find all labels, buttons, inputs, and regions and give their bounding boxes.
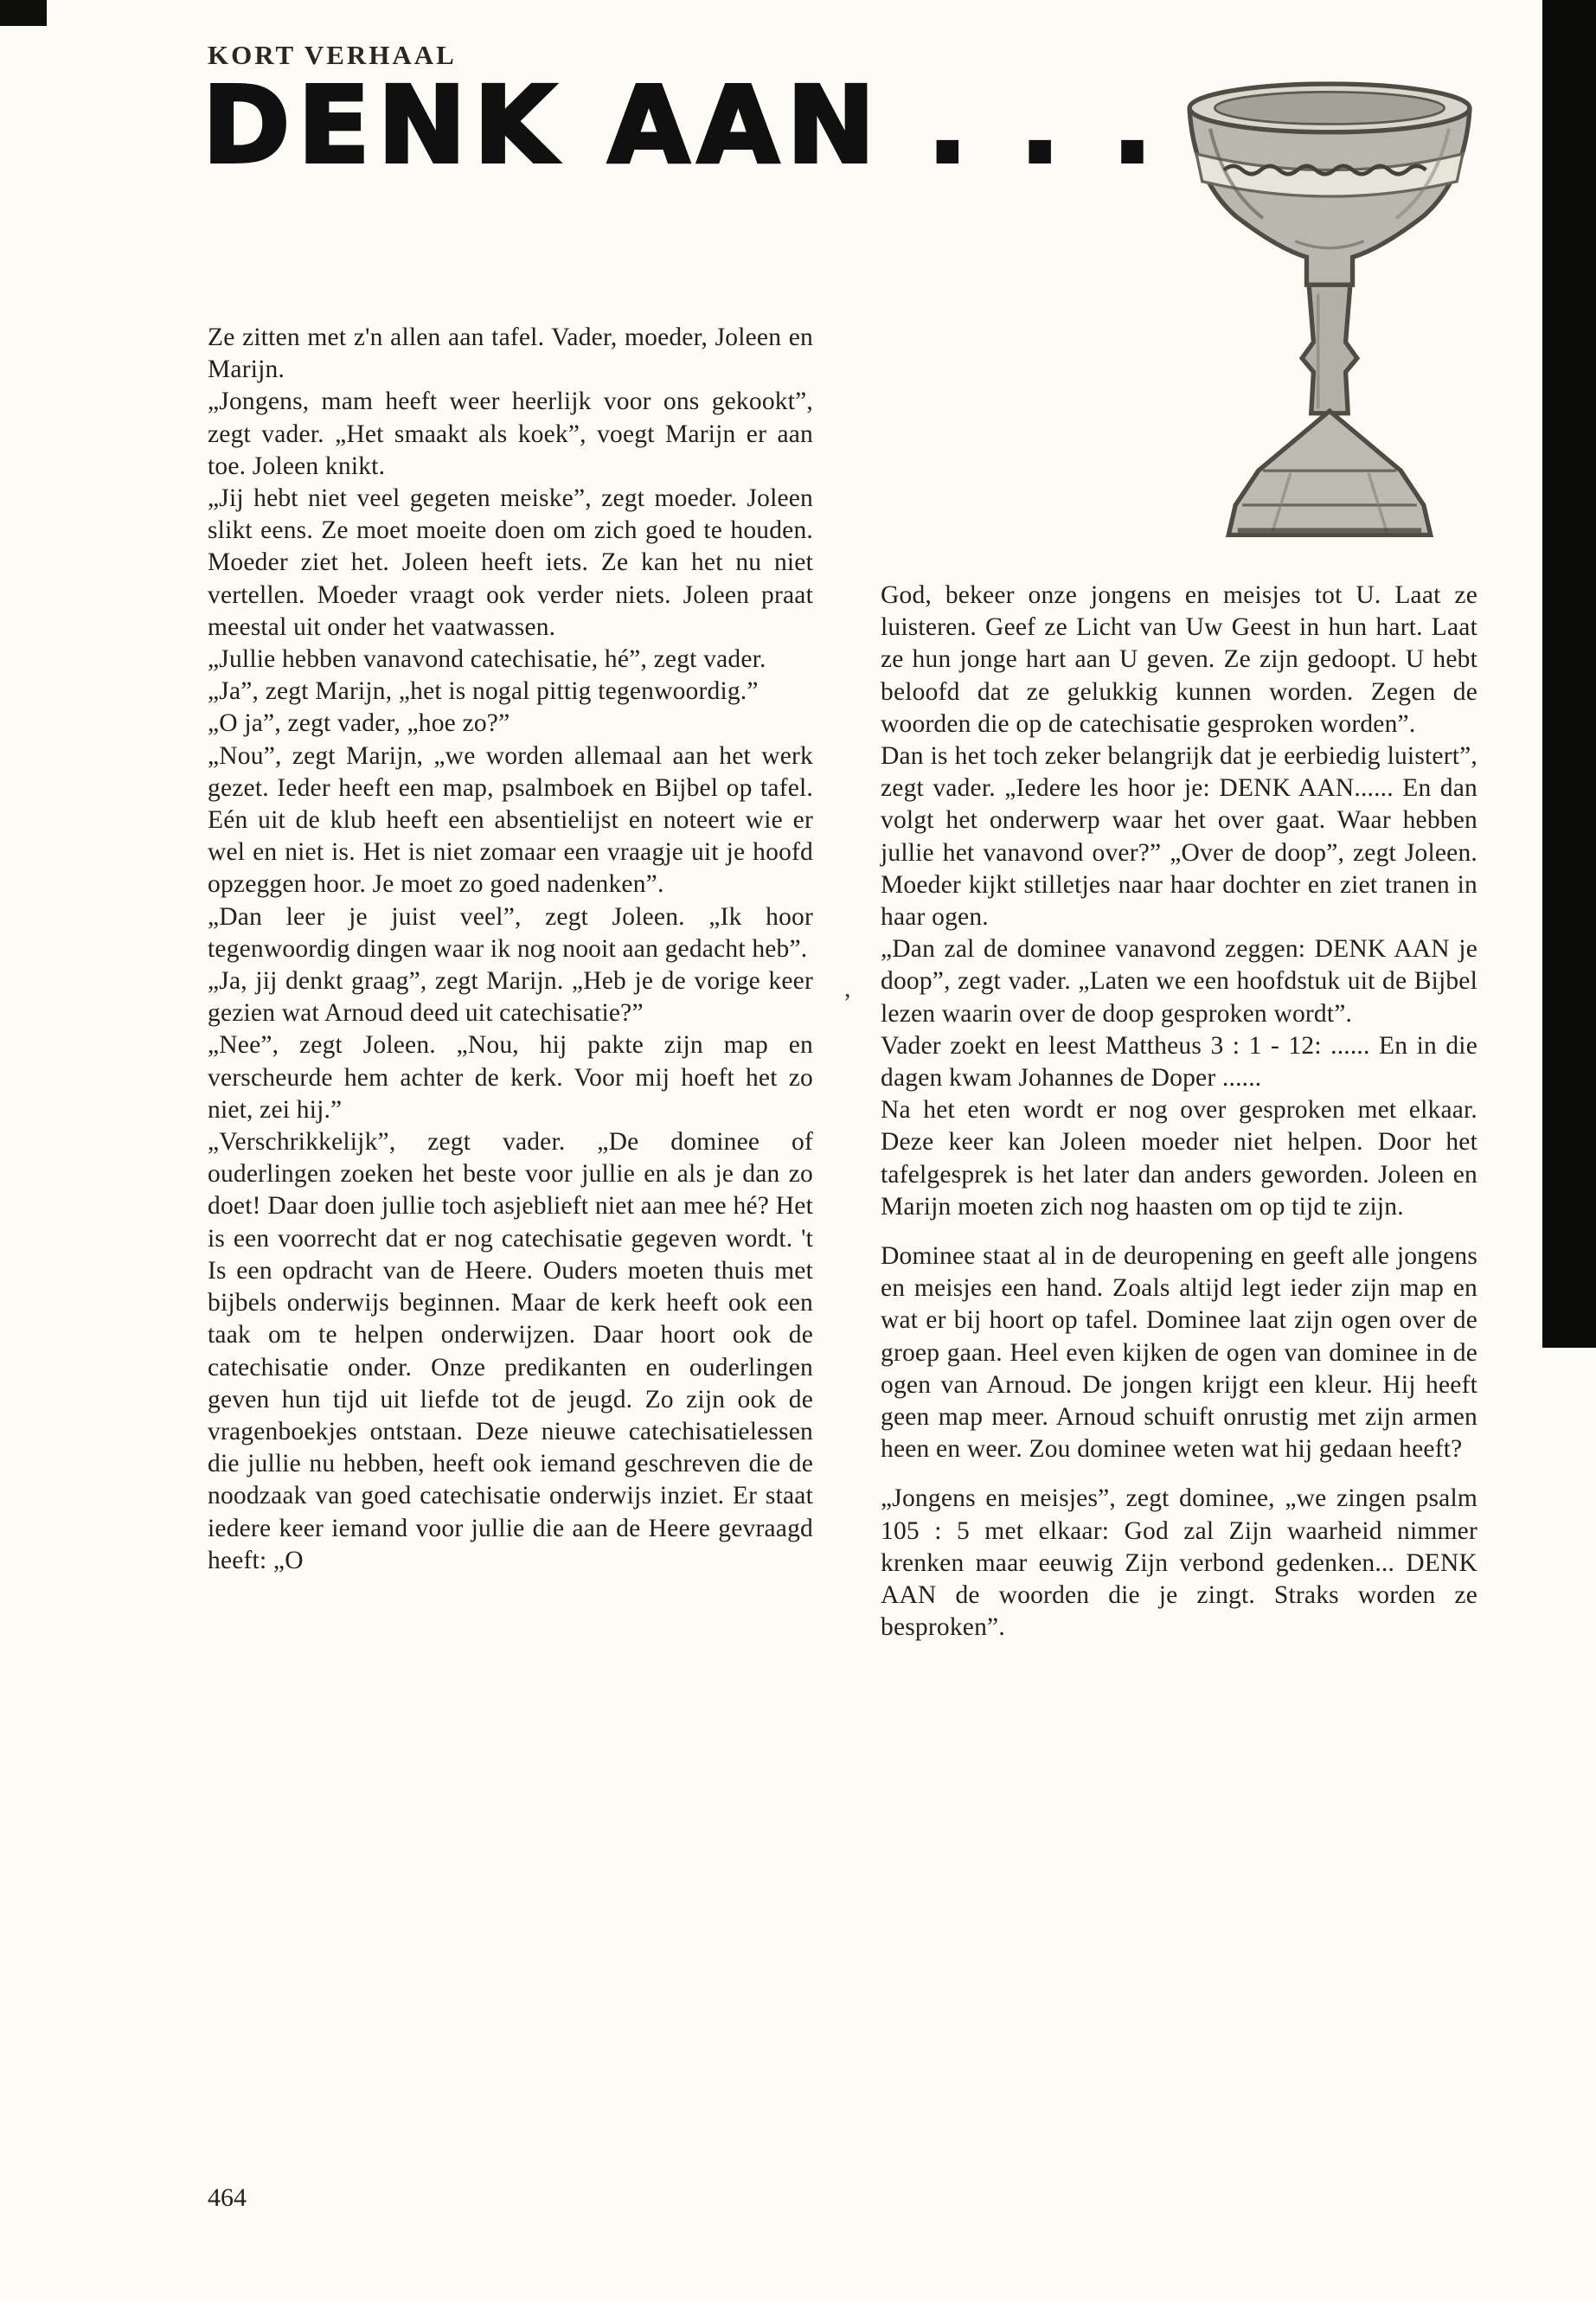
paragraph: „Ja, jij denkt graag”, zegt Marijn. „Heb je de vorige keer gezien wat Arnoud deed uit catechisatie?” bbox=[208, 967, 813, 1028]
page-number: 464 bbox=[208, 2183, 247, 2212]
paragraph: „Nee”, zegt Joleen. „Nou, hij pakte zijn map en verscheurde hem achter de kerk. Voor mij hoeft het zo niet, zei hij.” bbox=[208, 1031, 813, 1124]
paragraph: Ze zitten met z'n allen aan tafel. Vader, moeder, Joleen en Marijn. bbox=[208, 324, 813, 384]
scan-artifact: , bbox=[844, 974, 851, 1003]
paragraph: „Nou”, zegt Marijn, „we worden allemaal aan het werk gezet. Ieder heeft een map, psalmboek en Bijbel op tafel. Eén uit de klub heeft een absentielijst en noteert wie er wel en niet is. Het is niet zomaar een vraagje uit je hoofd opzeggen hoor. Je moet zo goed nadenken”. bbox=[208, 741, 813, 899]
paragraph: Dan is het toch zeker belangrijk dat je eerbiedig luistert”, zegt vader. „Iedere les hoor je: DENK AAN...... En dan volgt het onderwerp waar het over gaat. Waar hebben jullie het vanavond over?” „Over de doop”, zegt Joleen. Moeder kijkt stilletjes naar haar dochter en ziet tranen in haar ogen. bbox=[881, 742, 1477, 932]
left-column bbox=[208, 322, 813, 1577]
paragraph: „Dan zal de dominee vanavond zeggen: DENK AAN je doop”, zegt vader. „Laten we een hoofdstuk uit de Bijbel lezen waarin over de doop gesproken wordt”. bbox=[881, 935, 1477, 1028]
paragraph: „O ja”, zegt vader, „hoe zo?” bbox=[208, 709, 510, 738]
corner-print-mark bbox=[0, 0, 47, 26]
paragraph: Vader zoekt en leest Mattheus 3 : 1 - 12: ...... En in die dagen kwam Johannes de Doper ...... bbox=[881, 1031, 1477, 1093]
article-title: DENK AAN . . . bbox=[202, 64, 1161, 187]
chalice-image bbox=[1157, 66, 1502, 566]
paragraph: Dominee staat al in de deuropening en geeft alle jongens en meisjes een hand. Zoals altijd legt ieder zijn map en wat er bij hoort op tafel. Dominee laat zijn ogen over de groep gaan. Heel even kijken de ogen van dominee in de ogen van Arnoud. De jongen krijgt een kleur. Hij heeft geen map meer. Arnoud schuift onrustig met zijn armen heen en weer. Zou dominee weten wat hij gedaan heeft? bbox=[881, 1242, 1477, 1464]
chalice-icon bbox=[1157, 66, 1502, 566]
scan-edge-strip bbox=[1542, 0, 1596, 1348]
paragraph: Na het eten wordt er nog over gesproken met elkaar. Deze keer kan Joleen moeder niet helpen. Door het tafelgesprek is het later dan anders geworden. Joleen en Marijn moeten zich nog haasten om op tijd te zijn. bbox=[881, 1096, 1477, 1221]
section-kicker: KORT VERHAAL bbox=[208, 40, 457, 70]
paragraph: „Jongens en meisjes”, zegt dominee, „we zingen psalm 105 : 5 met elkaar: God zal Zijn waarheid nimmer krenken maar eeuwig Zijn verbond gedenken... DENK AAN de woorden die je zingt. Straks worden ze besproken”. bbox=[881, 1484, 1477, 1642]
right-column bbox=[881, 580, 1477, 1644]
paragraph: God, bekeer onze jongens en meisjes tot U. Laat ze luisteren. Geef ze Licht van Uw Geest in hun hart. Laat ze hun jonge hart aan U geven. Ze zijn gedoopt. U hebt beloofd dat ze gelukkig kunnen worden. Zegen de woorden die op de catechisatie gesproken worden”. bbox=[881, 581, 1477, 738]
paragraph: „Jongens, mam heeft weer heerlijk voor ons gekookt”, zegt vader. „Het smaakt als koek”, voegt Marijn er aan toe. Joleen knikt. bbox=[208, 388, 813, 480]
paragraph: „Ja”, zegt Marijn, „het is nogal pittig tegenwoordig.” bbox=[208, 677, 759, 706]
paragraph: „Verschrikkelijk”, zegt vader. „De dominee of ouderlingen zoeken het beste voor jullie en als je dan zo doet! Daar doen jullie toch asjeblieft niet aan mee hé? Het is een voorrecht dat er nog catechisatie gegeven wordt. 't Is een opdracht van de Heere. Ouders moeten thuis met bijbels onderwijs beginnen. Maar de kerk heeft ook een taak om te helpen onderwijzen. Daar hoort ook de catechisatie onder. Onze predikanten en ouderlingen geven hun tijd uit liefde tot de jeugd. Zo zijn ook de vragenboekjes ontstaan. Deze nieuwe catechisatielessen die jullie nu hebben, heeft ook iemand geschreven die de noodzaak van goed catechisatie onderwijs inziet. Er staat iedere keer iemand voor jullie die aan de Heere gevraagd heeft: „O bbox=[208, 1128, 813, 1574]
paragraph: „Dan leer je juist veel”, zegt Joleen. „Ik hoor tegenwoordig dingen waar ik nog nooit aan gedacht heb”. bbox=[208, 902, 813, 963]
paragraph: „Jij hebt niet veel gegeten meiske”, zegt moeder. Joleen slikt eens. Ze moet moeite doen om zich goed te houden. Moeder ziet het. Joleen heeft iets. Ze kan het nu niet vertellen. Moeder vraagt ook verder niets. Joleen praat meestal uit onder het vaatwassen. bbox=[208, 484, 813, 641]
paragraph: „Jullie hebben vanavond catechisatie, hé”, zegt vader. bbox=[208, 645, 766, 674]
